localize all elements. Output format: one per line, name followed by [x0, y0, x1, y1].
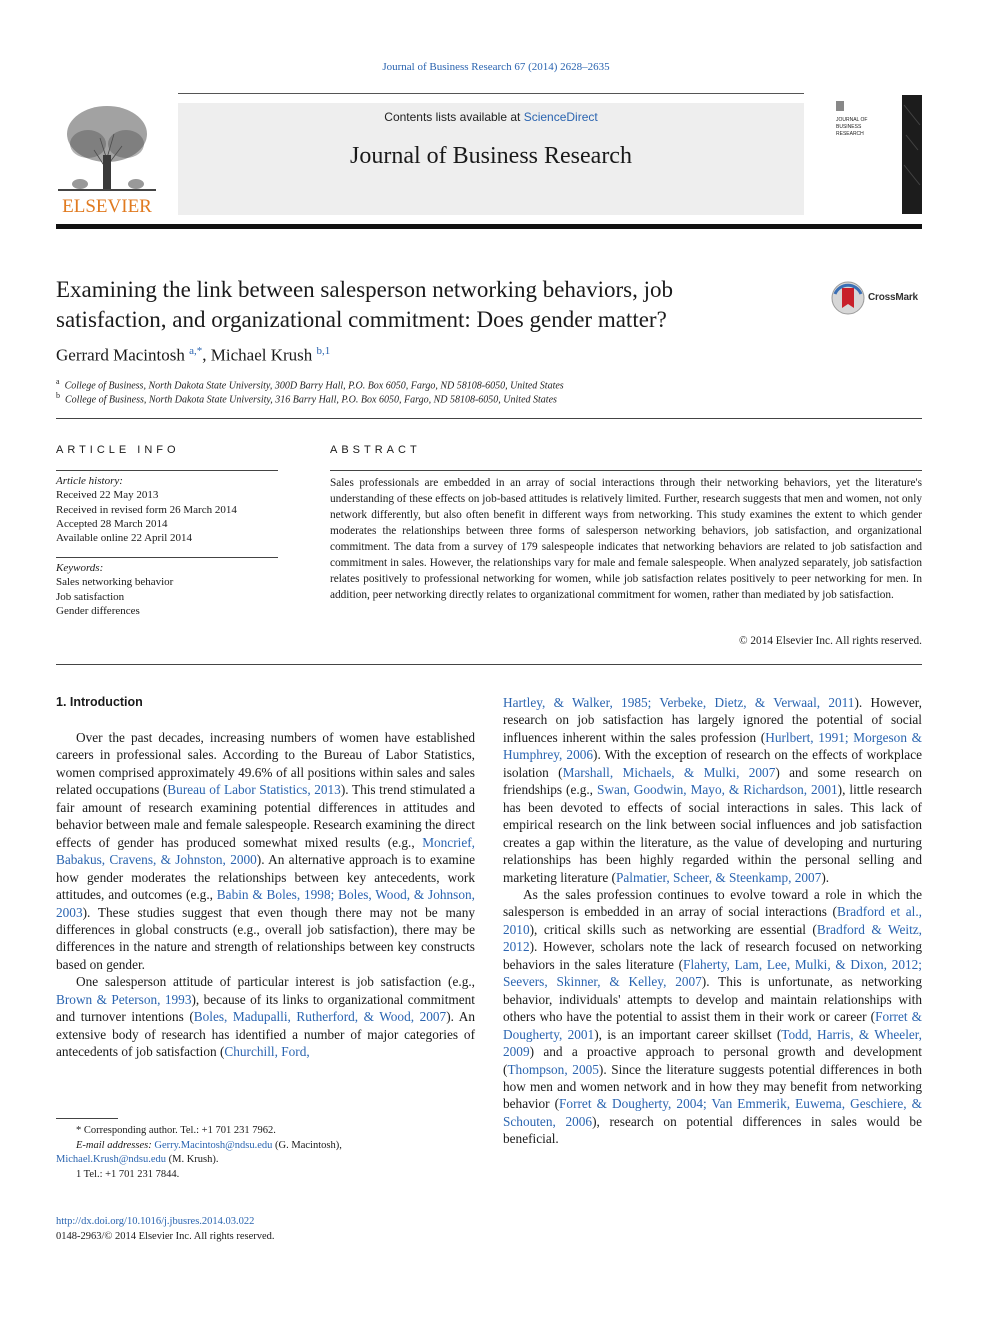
paragraph-text: ). An alternative approach is to examine how gender moderates the relationships between key antecedents, work attitudes, and outcomes (e.g.,	[56, 852, 475, 903]
journal-cover-thumbnail[interactable]	[832, 95, 922, 214]
history-item: Available online 22 April 2014	[56, 532, 193, 545]
header-top-rule	[178, 93, 804, 94]
abstract-heading: ABSTRACT	[330, 444, 421, 456]
body-column-left	[56, 729, 475, 1061]
paragraph-text: ) and some research on friendships (e.g.,	[503, 764, 922, 798]
citation-link[interactable]: Forret & Dougherty, 2001	[503, 1009, 922, 1042]
citation-link[interactable]: Marshall, Michaels, & Mulki, 2007	[562, 764, 776, 780]
abstract-rule	[330, 470, 922, 471]
elsevier-tree-logo	[56, 100, 158, 218]
paragraph-text: ). With the exception of research on the effects of workplace isolation (	[503, 747, 923, 780]
paragraph	[503, 694, 922, 886]
article-history: Article history: Received 22 May 2013 Received in revised form 26 March 2014 Accepted 28 March 2014 Available online 22 April 2014	[56, 474, 278, 545]
citation-link[interactable]: Brown & Peterson, 1993	[56, 991, 192, 1007]
issn-line: 0148-2963/© 2014 Elsevier Inc. All rights reserved.	[56, 1230, 275, 1242]
paragraph-text: ). However, research on job satisfaction has largely ignored the potential of social influences inherent within the sales profession (	[503, 695, 923, 745]
body-column-right	[503, 694, 922, 1148]
svg-text:RESEARCH: RESEARCH	[836, 131, 864, 137]
citation-link[interactable]: Thompson, 2005	[507, 1061, 599, 1077]
author-list: Gerrard Macintosh $^{a,*}$, Michael Krush $^{b,1}$	[56, 345, 331, 365]
citation-link[interactable]: Forret & Dougherty, 2004; Van Emmerik, Euwema, Geschiere, & Schouten, 2006	[503, 1096, 922, 1129]
keywords: Keywords: Sales networking behavior Job satisfaction Gender differences	[56, 561, 278, 618]
citation-link[interactable]: Bureau of Labor Statistics, 2013	[167, 782, 341, 798]
author-name[interactable]: Michael Krush	[210, 345, 313, 365]
citation-link[interactable]: Swan, Goodwin, Mayo, & Richardson, 2001	[596, 782, 838, 798]
contents-availability: Contents lists available at ScienceDirect	[384, 110, 598, 124]
paragraph	[503, 886, 922, 1148]
article-info-heading: ARTICLE INFO	[56, 444, 180, 456]
keywords-rule	[56, 557, 278, 558]
history-item: Accepted 28 March 2014	[56, 517, 168, 530]
citation-link[interactable]: Bradford & Weitz, 2012	[503, 921, 922, 955]
paragraph-text: ), critical skills such as networking are essential (	[529, 921, 817, 937]
email-note: E-mail addresses: Gerry.Macintosh@ndsu.edu (G. Macintosh),	[76, 1139, 342, 1151]
citation-link[interactable]: Hurlbert, 1991; Morgeson & Humphrey, 2006	[503, 729, 922, 763]
email-note-continued: Michael.Krush@ndsu.edu (M. Krush).	[56, 1154, 219, 1165]
citation-link[interactable]: Boles, Madupalli, Rutherford, & Wood, 2007	[193, 1009, 447, 1025]
author-name[interactable]: Gerrard Macintosh	[56, 345, 185, 365]
citation-link[interactable]: Babin & Boles, 1998; Boles, Wood, & Johnson, 2003	[56, 887, 475, 920]
author-affiliation-marker[interactable]: a,*	[189, 345, 203, 357]
paragraph-text: ).	[821, 869, 830, 885]
svg-text:ELSEVIER: ELSEVIER	[62, 196, 152, 217]
corresponding-author-note: * Corresponding author. Tel.: +1 701 231 7962.	[76, 1125, 276, 1136]
paragraph-text: ). This trend stimulated a fair amount of research examining potential differences in attitudes and behavior between male and female salespeople. Research examining the direct effects of gender has produced somewhat mixed results (e.g.,	[56, 782, 475, 850]
paragraph-text: ). These studies suggest that even though there may not be many differences in global constructs (e.g., overall job satisfaction), there may be differences in the nature and strength of relationships between key constructs based on gender.	[56, 904, 475, 972]
paragraph	[56, 729, 475, 973]
abstract-text: Sales professionals are embedded in an array of social interactions through their networking behaviors, yet the literature's understanding of these effects on job-based attitudes is relatively limited. Further, research suggests that men and women, not only network differently, but also often benefit in different ways from networking. This study examines the extent to which gender moderates the relationships between three forms of salesperson networking behaviors, job satisfaction, and organizational commitment. The data from a survey of 179 salespeople indicates that networking behaviors are related to job satisfaction and commitment in sales. However, the relationships vary for male and female salespeople. When analyzed separately, job satisfaction relates positively to professional networking for women, while job satisfaction relates positively to peer networking for men. In addition, peer networking directly relates to organizational commitment for women, rather than mediated by job satisfaction.	[330, 477, 922, 601]
citation-link[interactable]: Hartley, & Walker, 1985; Verbeke, Dietz, & Verwaal, 2011	[503, 695, 855, 710]
svg-text:BUSINESS: BUSINESS	[836, 124, 862, 130]
doi-link[interactable]: http://dx.doi.org/10.1016/j.jbusres.2014.03.022	[56, 1216, 255, 1227]
article-info-rule	[56, 470, 278, 471]
citation-link[interactable]: Moncrief, Babakus, Cravens, & Johnston, 2000	[56, 834, 475, 868]
paragraph-text: ), is an important career skillset (	[594, 1026, 782, 1042]
email-link[interactable]: Gerry.Macintosh@ndsu.edu	[154, 1139, 273, 1151]
sciencedirect-link[interactable]: ScienceDirect	[523, 110, 598, 124]
citation-link[interactable]: Todd, Harris, & Wheeler, 2009	[503, 1026, 923, 1060]
author-affiliation-marker[interactable]: b,1	[316, 345, 331, 357]
section-heading: 1. Introduction	[56, 695, 143, 709]
paragraph-text: Over the past decades, increasing numbers of women have established careers in professional sales. According to the Bureau of Labor Statistics, women comprised approximately 49.6% of all positions within sales and sales related occupations (	[56, 730, 475, 798]
paragraph-text: One salesperson attitude of particular interest is job satisfaction (e.g.,	[76, 974, 475, 990]
header-bottom-rule	[56, 224, 922, 229]
paragraph-text: ), research on potential differences in sales would be beneficial.	[503, 1113, 922, 1147]
journal-title: Journal of Business Research	[350, 143, 632, 169]
paragraph-text: As the sales profession continues to evolve toward a role in which the salesperson is embedded in an array of social interactions (	[503, 886, 922, 920]
journal-citation-link[interactable]: Journal of Business Research 67 (2014) 2628–2635	[382, 61, 610, 73]
paragraph-text: ), because of its links to organizational commitment and turnover intentions (	[56, 991, 475, 1025]
history-item: Received 22 May 2013	[56, 489, 159, 502]
keyword-item: Gender differences	[56, 604, 140, 617]
keyword-item: Sales networking behavior	[56, 576, 174, 589]
paragraph	[56, 973, 475, 1060]
affiliation-b: $^b$ College of Business, North Dakota State University, 316 Barry Hall, P.O. Box 6050, Fargo, ND 58108-6050, United States	[56, 391, 557, 406]
doi-block	[56, 1215, 275, 1244]
paragraph-text: ), little research has been devoted to effects of social interactions in sales. This lack of empirical research on the link between social influences and job satisfaction creates a gap within the literature, as the value of developing and nurturing relationships has been highly regarded within the personal selling and marketing literature (	[503, 782, 922, 885]
journal-header-band	[178, 103, 804, 215]
paragraph-text: ). This is unfortunate, as networking behavior, individuals' attempts to develop and maintain relationships with others who have the potential to assist them in their work or career (	[503, 974, 922, 1025]
keyword-item: Job satisfaction	[56, 590, 125, 603]
svg-text:JOURNAL OF: JOURNAL OF	[836, 117, 868, 123]
abstract-copyright: © 2014 Elsevier Inc. All rights reserved.	[738, 635, 922, 647]
email-link[interactable]: Michael.Krush@ndsu.edu	[56, 1154, 166, 1165]
paragraph-text: ) and a proactive approach to personal growth and development (	[503, 1044, 922, 1077]
citation-link[interactable]: Churchill, Ford,	[224, 1044, 310, 1060]
paragraph-text: ). However, scholars note the lack of research focused on networking behaviors in the sales literature (	[503, 939, 922, 972]
telephone-note: 1 Tel.: +1 701 231 7844.	[76, 1168, 180, 1180]
footnotes	[56, 1124, 476, 1182]
citation-link[interactable]: Flaherty, Lam, Lee, Mulki, & Dixon, 2012; Seevers, Skinner, & Kelley, 2007	[503, 956, 922, 990]
article-title: Examining the link between salesperson networking behaviors, job satisfaction, and organizational commitment: Does gender matter?	[56, 277, 674, 332]
citation-link[interactable]: Bradford et al., 2010	[503, 904, 922, 937]
affiliation-a: $^a$ College of Business, North Dakota State University, 300D Barry Hall, P.O. Box 6050, Fargo, ND 58108-6050, United States	[56, 377, 564, 392]
citation-link[interactable]: Palmatier, Scheer, & Steenkamp, 2007	[615, 869, 822, 885]
section-divider	[56, 664, 922, 665]
crossmark-label: CrossMark	[868, 292, 918, 303]
section-divider	[56, 418, 922, 419]
paragraph-text: ). Since the literature suggests potential differences in both how men and women network and in how they may benefit from networking behavior (	[503, 1061, 922, 1112]
footnote-rule	[56, 1118, 118, 1119]
paragraph-text: ). An extensive body of research has identified a number of major categories of antecedents of job satisfaction (	[56, 1009, 475, 1060]
history-item: Received in revised form 26 March 2014	[56, 503, 237, 516]
